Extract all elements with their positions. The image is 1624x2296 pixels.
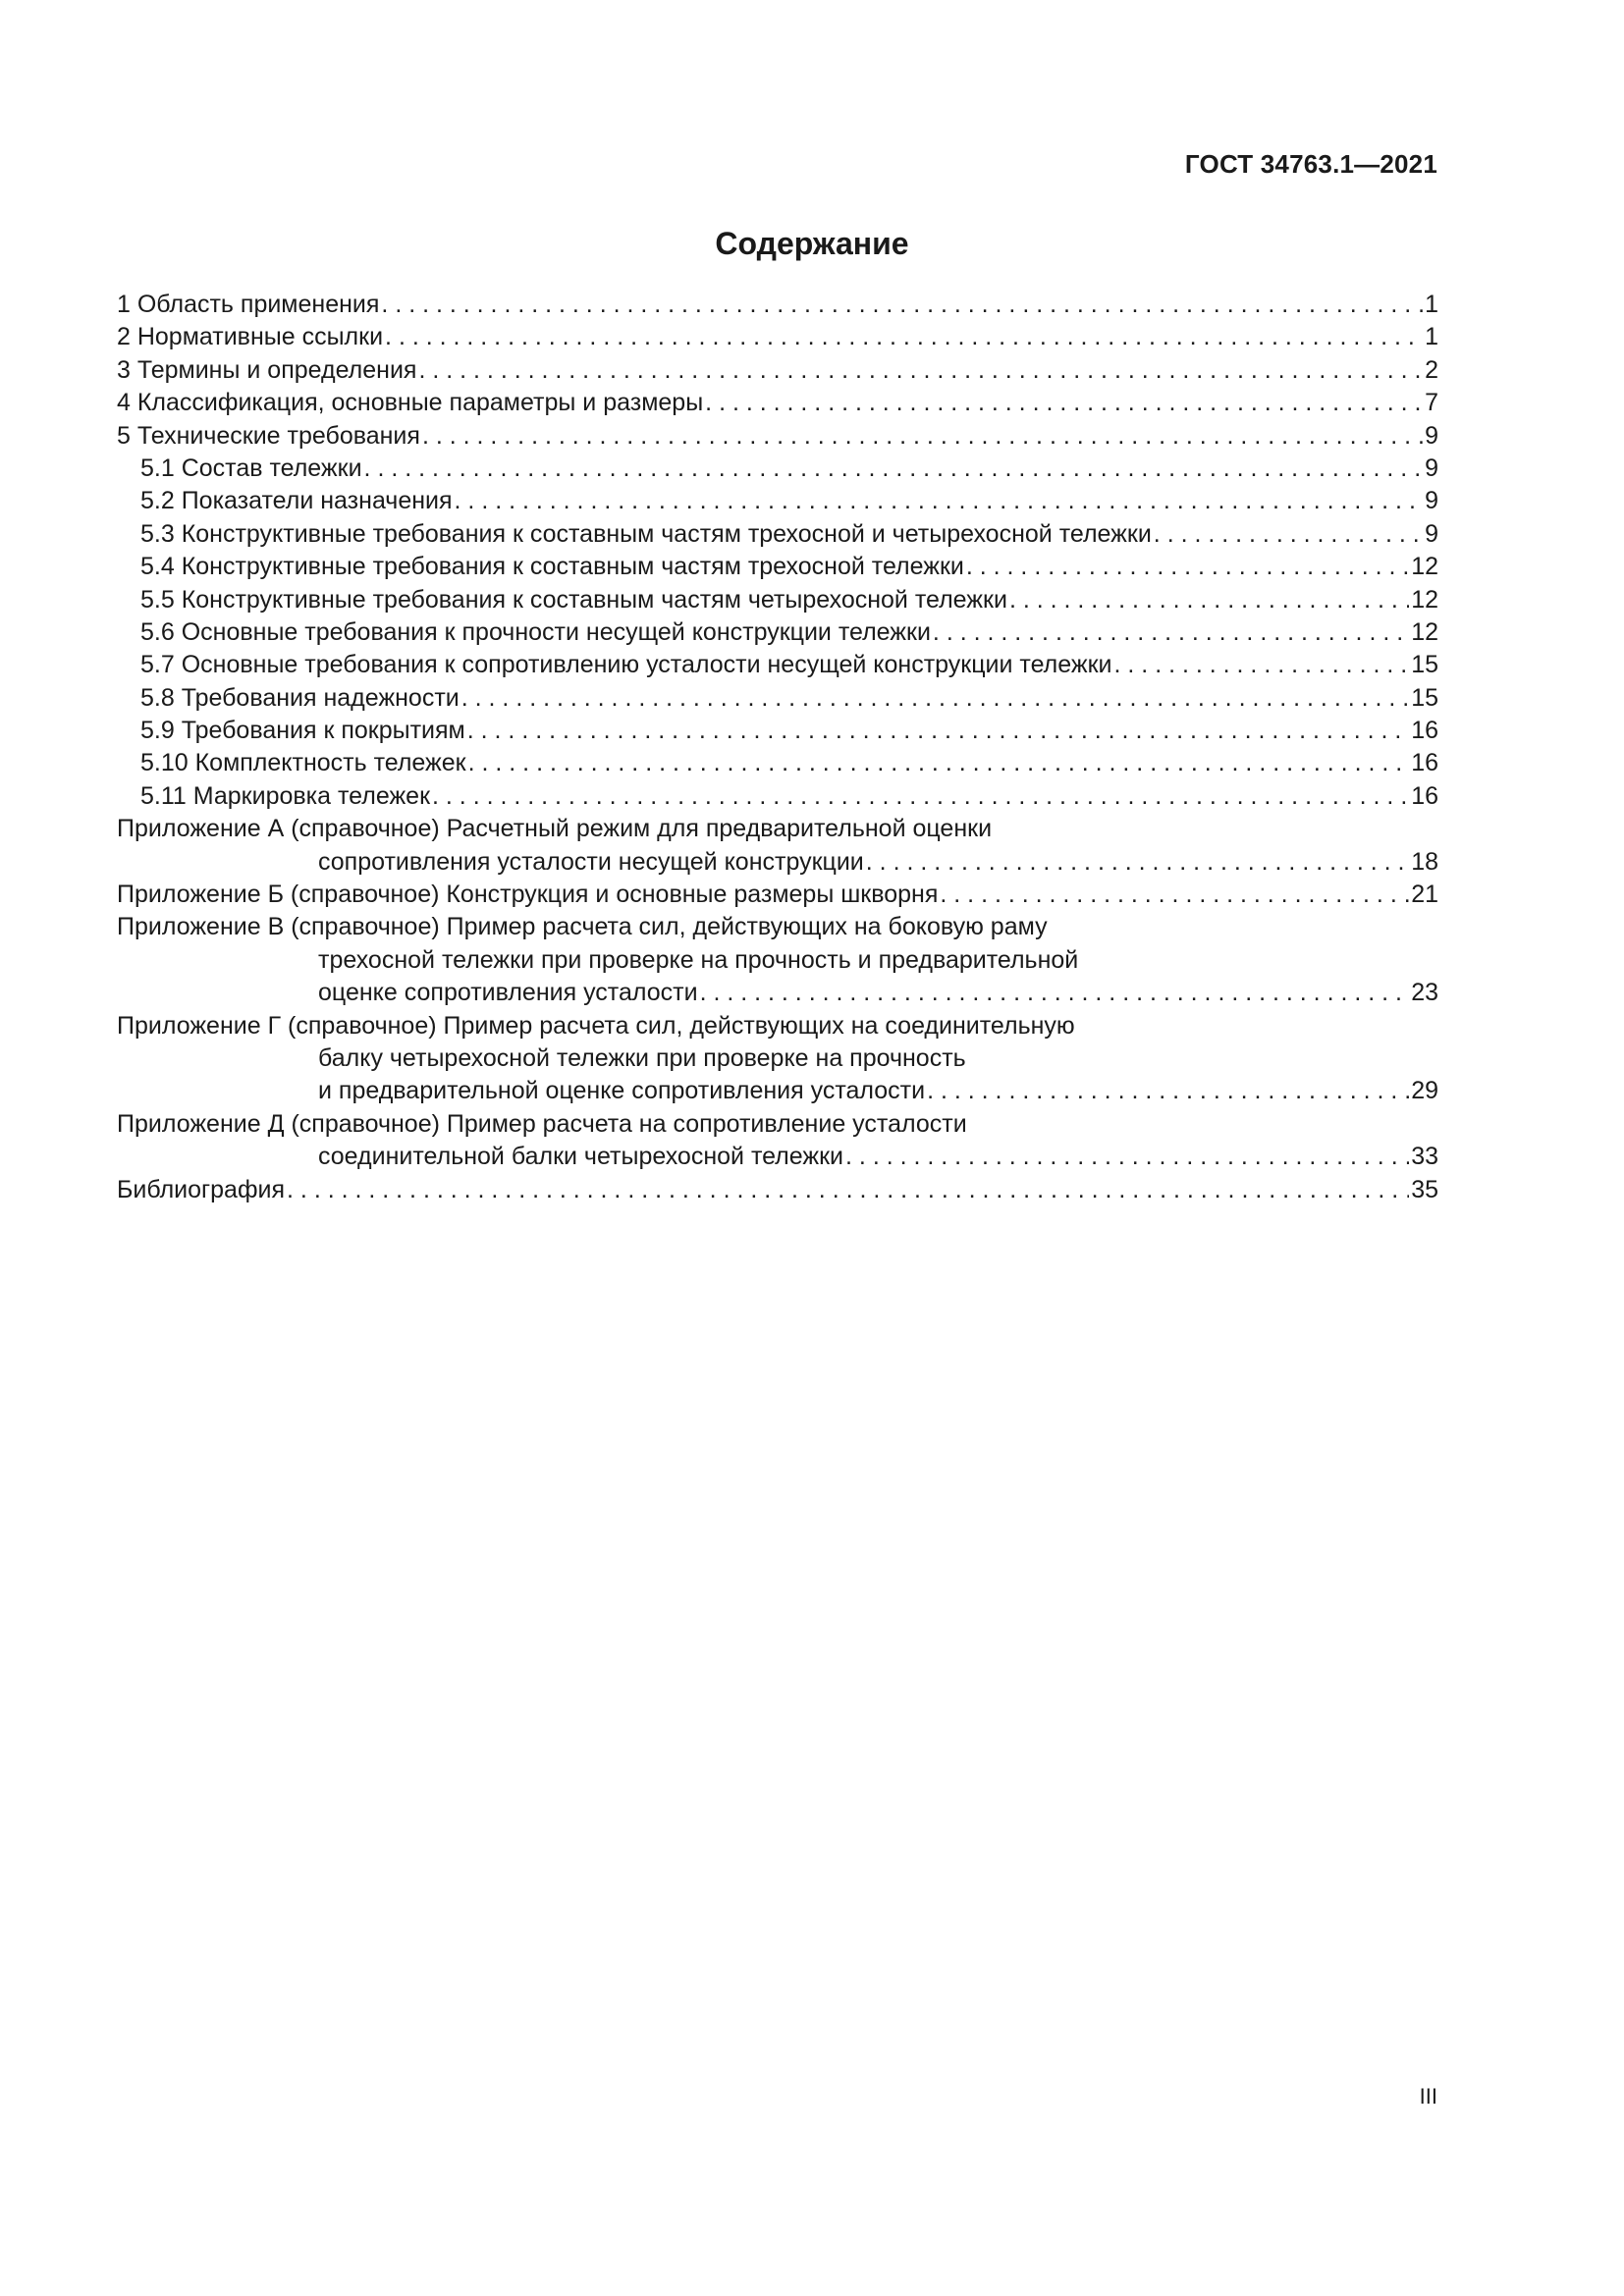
toc-entry-title: трехосной тележки при проверке на прочность и предварительной: [318, 945, 1079, 974]
toc-entry-title: Приложение Д (справочное) Пример расчета на сопротивление усталости: [117, 1109, 967, 1138]
toc-page-number: 9: [1425, 487, 1438, 515]
toc-page-number: 12: [1411, 585, 1438, 614]
toc-entry-title: балку четырехосной тележки при проверке на прочность: [318, 1043, 966, 1072]
toc-page-number: 15: [1411, 683, 1438, 712]
toc-leader-dots: [933, 616, 1409, 649]
toc-entry-line[interactable]: [117, 1108, 1438, 1141]
toc-entry[interactable]: [117, 846, 1438, 879]
toc-title: Содержание: [715, 226, 909, 261]
toc-entry[interactable]: [117, 551, 1438, 583]
toc-entry-title: 5.2 Показатели назначения: [140, 487, 453, 515]
toc-entry[interactable]: [117, 616, 1438, 649]
toc-page-number: 18: [1411, 847, 1438, 876]
toc-entry-title: 5 Технические требования: [117, 421, 420, 450]
toc-entry-title: 5.4 Конструктивные требования к составным частям трехосной тележки: [140, 553, 964, 581]
toc-page-number: 35: [1411, 1175, 1438, 1203]
toc-leader-dots: [468, 747, 1410, 779]
toc-entry-title: 5.9 Требования к покрытиям: [140, 717, 465, 745]
toc-page-number: 16: [1411, 749, 1438, 777]
toc-entry-title: Приложение В (справочное) Пример расчета сил, действующих на боковую раму: [117, 913, 1048, 941]
toc-entry-line[interactable]: [117, 911, 1438, 943]
toc-entry[interactable]: [117, 518, 1438, 551]
toc-entry[interactable]: [117, 1075, 1438, 1107]
toc-leader-dots: [705, 387, 1423, 419]
toc-entry-title: 5.6 Основные требования к прочности несущей конструкции тележки: [140, 617, 931, 646]
toc-leader-dots: [418, 354, 1423, 387]
toc-entry-title: и предварительной оценке сопротивления усталости: [318, 1077, 926, 1105]
toc-leader-dots: [385, 321, 1423, 353]
toc-entry-title: 5.5 Конструктивные требования к составным частям четырехосной тележки: [140, 585, 1007, 614]
toc-leader-dots: [700, 977, 1410, 1009]
toc-page-number: 33: [1411, 1143, 1438, 1171]
toc-page-number: 7: [1425, 389, 1438, 417]
toc-entry-title: 3 Термины и определения: [117, 355, 417, 384]
toc-entry-title: Библиография: [117, 1175, 286, 1203]
toc-leader-dots: [927, 1075, 1409, 1107]
toc-page-number: 23: [1411, 979, 1438, 1007]
toc-page-number: 16: [1411, 781, 1438, 810]
toc-leader-dots: [966, 551, 1409, 583]
toc-entry-title: 5.7 Основные требования к сопротивлению усталости несущей конструкции тележки: [140, 651, 1112, 679]
toc-page-number: 2: [1425, 355, 1438, 384]
toc-entry[interactable]: [117, 1174, 1438, 1206]
toc-entry[interactable]: [117, 780, 1438, 813]
toc-entry[interactable]: [117, 879, 1438, 911]
toc-entry-line[interactable]: [117, 944, 1438, 977]
toc-entry-line[interactable]: [117, 1010, 1438, 1042]
toc-entry-line[interactable]: [117, 1042, 1438, 1075]
toc-leader-dots: [422, 420, 1423, 453]
toc-page-number: 29: [1411, 1077, 1438, 1105]
toc-entry[interactable]: [117, 485, 1438, 517]
toc-leader-dots: [455, 485, 1424, 517]
toc-leader-dots: [364, 453, 1424, 485]
document-code: ГОСТ 34763.1—2021: [1184, 149, 1437, 179]
toc-leader-dots: [1009, 584, 1409, 616]
toc-page-number: 1: [1425, 323, 1438, 351]
toc-entry-title: оценке сопротивления усталости: [318, 979, 698, 1007]
toc-entry[interactable]: [117, 453, 1438, 485]
toc-page-number: 16: [1411, 717, 1438, 745]
toc-entry-title: 5.10 Комплектность тележек: [140, 749, 466, 777]
toc-entry-line[interactable]: [117, 813, 1438, 845]
toc-entry-title: 2 Нормативные ссылки: [117, 323, 384, 351]
toc-page-number: 15: [1411, 651, 1438, 679]
toc-entry[interactable]: [117, 354, 1438, 387]
toc-leader-dots: [287, 1174, 1409, 1206]
toc-entry[interactable]: [117, 387, 1438, 419]
toc-entry[interactable]: [117, 715, 1438, 747]
toc-page-number: 12: [1411, 553, 1438, 581]
toc-page-number: 9: [1425, 454, 1438, 482]
toc-entry[interactable]: [117, 649, 1438, 681]
toc-page-number: 1: [1425, 291, 1438, 318]
toc-entry[interactable]: [117, 321, 1438, 353]
toc-leader-dots: [461, 682, 1409, 715]
page-number: III: [1419, 2084, 1437, 2109]
toc-entry-title: 5.1 Состав тележки: [140, 454, 362, 482]
toc-page-number: 9: [1425, 421, 1438, 450]
toc-leader-dots: [866, 846, 1409, 879]
toc-leader-dots: [845, 1141, 1409, 1173]
toc-page-number: 12: [1411, 617, 1438, 646]
toc-entry-title: сопротивления усталости несущей конструкции: [318, 847, 864, 876]
toc-leader-dots: [1114, 649, 1410, 681]
toc-entry[interactable]: [117, 682, 1438, 715]
toc-leader-dots: [1154, 518, 1423, 551]
toc-entry-title: Приложение А (справочное) Расчетный режим для предварительной оценки: [117, 815, 993, 843]
toc-entry-title: 5.3 Конструктивные требования к составным частям трехосной и четырехосной тележки: [140, 519, 1152, 548]
toc-entry[interactable]: [117, 747, 1438, 779]
toc-entry[interactable]: [117, 289, 1438, 321]
toc-entry-title: 1 Область применения: [117, 291, 380, 318]
toc-entry-title: соединительной балки четырехосной тележки: [318, 1143, 844, 1171]
toc-leader-dots: [467, 715, 1409, 747]
toc-entry-title: Приложение Г (справочное) Пример расчета сил, действующих на соединительную: [117, 1011, 1075, 1040]
toc-leader-dots: [381, 289, 1423, 321]
toc-page-number: 9: [1425, 519, 1438, 548]
toc-page-number: 21: [1411, 881, 1438, 909]
toc-entry[interactable]: [117, 977, 1438, 1009]
table-of-contents: [117, 289, 1438, 1206]
toc-entry-title: 4 Классификация, основные параметры и размеры: [117, 389, 704, 417]
toc-entry-title: 5.8 Требования надежности: [140, 683, 460, 712]
toc-leader-dots: [940, 879, 1409, 911]
toc-entry[interactable]: [117, 420, 1438, 453]
toc-entry[interactable]: [117, 584, 1438, 616]
toc-entry[interactable]: [117, 1141, 1438, 1173]
toc-entry-title: Приложение Б (справочное) Конструкция и основные размеры шкворня: [117, 881, 939, 909]
toc-entry-title: 5.11 Маркировка тележек: [140, 781, 431, 810]
toc-leader-dots: [432, 780, 1409, 813]
